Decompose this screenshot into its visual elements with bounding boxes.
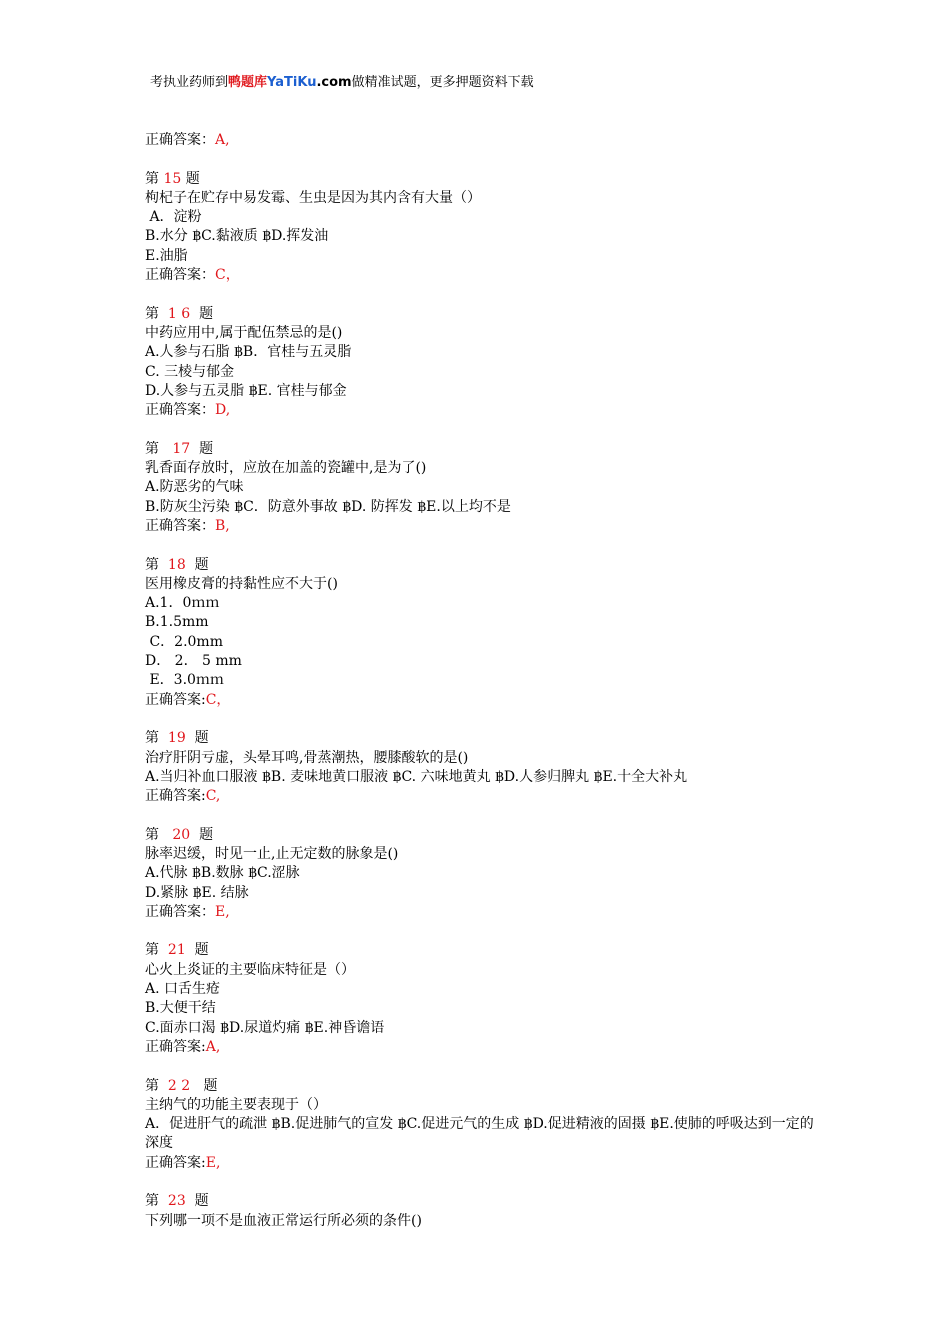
question-block (145, 170, 815, 286)
answer-line (145, 266, 815, 285)
question-block (145, 305, 815, 421)
answer-label: 正确答案: (145, 1038, 206, 1055)
page-header (150, 71, 534, 90)
question-heading (145, 305, 815, 324)
option-line: C．2.0mm (145, 633, 223, 650)
answer-value: C， (205, 691, 231, 708)
answer-line (145, 1038, 815, 1057)
question-heading (145, 440, 815, 459)
question-number: 23 (167, 1193, 186, 1210)
question-heading-prefix: 第 (145, 440, 173, 457)
question-heading (145, 556, 815, 575)
question-number: 17 (172, 440, 191, 457)
option-line: D.紧脉 ฿E. 结脉 (145, 884, 249, 901)
question-stem: 中药应用中,属于配伍禁忌的是() (145, 324, 343, 341)
question-heading-suffix: 题 (190, 440, 214, 457)
answer-value: D, (215, 402, 231, 419)
question-number: 15 (163, 170, 182, 187)
option-line: D． 2． 5 mm (145, 653, 242, 670)
question-block (145, 729, 815, 806)
question-heading-prefix: 第 (145, 170, 164, 187)
answer-line (145, 691, 815, 710)
question-number: 18 (167, 556, 186, 573)
option-line: B.1.5mm (145, 614, 209, 631)
question-heading-suffix: 题 (190, 305, 214, 322)
option-line: B.防灰尘污染 ฿C．防意外事故 ฿D. 防挥发 ฿E.以上均不是 (145, 498, 511, 515)
answer-label: 正确答案： (145, 132, 215, 148)
header-tail: 做精准试题，更多押题资料下载 (351, 75, 534, 90)
option-line: A．淀粉 (145, 209, 202, 226)
answer-value: E, (215, 903, 230, 920)
question-block (145, 826, 815, 922)
header-prefix: 考执业药师到 (150, 75, 229, 90)
answer-label: 正确答案: (145, 1154, 206, 1171)
answer-label: 正确答案： (145, 517, 215, 534)
question-heading-prefix: 第 (145, 730, 168, 747)
option-line: A.人参与石脂 ฿B．官桂与五灵脂 (145, 344, 352, 361)
question-number: 20 (172, 826, 191, 843)
question-list (145, 131, 815, 1231)
answer-line (145, 517, 815, 536)
option-line: E．3.0ｍｍ (145, 672, 224, 689)
option-line: A.防恶劣的气味 (145, 479, 244, 496)
option-line: C.面赤口渴 ฿D.尿道灼痛 ฿E.神昏谵语 (145, 1019, 385, 1036)
option-line: A.代脉 ฿B.数脉 ฿C.涩脉 (145, 865, 300, 882)
brand-cn: 鸭题库 (228, 75, 268, 90)
question-stem: 乳香面存放时，应放在加盖的瓷罐中,是为了() (145, 460, 427, 477)
question-stem: 枸杞子在贮存中易发霉、生虫是因为其内含有大量（） (145, 189, 481, 206)
answer-value: E, (205, 1154, 221, 1171)
question-heading (145, 1192, 815, 1211)
question-stem: 主纳气的功能主要表现于（） (145, 1096, 327, 1113)
questions-container (145, 170, 815, 1231)
option-line: B.大便干结 (145, 1000, 216, 1017)
question-block (145, 1077, 815, 1173)
question-heading-suffix: 题 (190, 826, 214, 843)
option-line: A.1．0ｍｍ (145, 595, 220, 612)
option-line: A.当归补血口服液 ฿B. 麦味地黄口服液 ฿C. 六味地黄丸 ฿D.人参归脾丸 ฿E.十全大补丸 (145, 768, 688, 785)
question-heading-suffix: 题 (185, 1193, 209, 1210)
question-heading (145, 1077, 815, 1096)
answer-label: 正确答案： (145, 267, 215, 284)
question-heading-prefix: 第 (145, 1077, 168, 1094)
option-line: B.水分 ฿C.黏液质 ฿D.挥发油 (145, 228, 329, 245)
question-block (145, 1192, 815, 1231)
answer-label: 正确答案: (145, 691, 206, 708)
question-heading-prefix: 第 (145, 942, 168, 959)
question-heading-prefix: 第 (145, 1193, 168, 1210)
question-stem: 医用橡皮膏的持黏性应不大于() (145, 575, 338, 592)
question-heading-suffix: 题 (185, 942, 209, 959)
answer-line (145, 787, 815, 806)
answer-label: 正确答案： (145, 903, 215, 920)
answer-value: B, (215, 517, 230, 534)
question-number: 21 (167, 942, 186, 959)
question-stem: 下列哪一项不是血液正常运行所必须的条件() (145, 1212, 422, 1229)
question-heading-suffix: 题 (190, 1077, 218, 1094)
option-line: C. 三棱与郁金 (145, 363, 235, 380)
answer-line (145, 903, 815, 922)
option-line: A．促进肝气的疏泄 ฿B.促进肺气的宣发 ฿C.促进元气的生成 ฿D.促进精液的固摄 ฿E.使肺的呼吸达到一定的深度 (145, 1116, 814, 1152)
question-heading-suffix: 题 (185, 730, 209, 747)
answer-label: 正确答案: (145, 788, 206, 805)
question-heading (145, 729, 815, 748)
answer-label: 正确答案： (145, 402, 215, 419)
question-block (145, 556, 815, 710)
question-block (145, 941, 815, 1057)
answer-value: C, (205, 788, 221, 805)
answer-line (145, 1154, 815, 1173)
brand-suffix: .com (316, 75, 352, 90)
question-stem: 治疗肝阴亏虚，头晕耳鸣,骨蒸潮热，腰膝酸软的是() (145, 749, 469, 766)
question-number: 19 (167, 730, 186, 747)
answer-value: A, (215, 132, 230, 148)
option-line: A. 口舌生疮 (145, 981, 221, 998)
answer-line (145, 401, 815, 420)
option-line: D.人参与五灵脂 ฿E. 官桂与郁金 (145, 382, 347, 399)
option-line: E.油脂 (145, 247, 188, 264)
question-stem: 心火上炎证的主要临床特征是（） (145, 961, 355, 978)
question-heading-suffix: 题 (181, 170, 200, 187)
question-heading-suffix: 题 (185, 556, 209, 573)
question-heading (145, 941, 815, 960)
answer-value: C， (215, 267, 240, 284)
question-heading-prefix: 第 (145, 556, 168, 573)
answer-value: A, (205, 1038, 221, 1055)
question-heading (145, 826, 815, 845)
question-heading-prefix: 第 (145, 826, 173, 843)
first-answer (145, 131, 815, 150)
question-stem: 脉率迟缓，时见一止,止无定数的脉象是() (145, 845, 399, 862)
brand-en: YaTiKu (267, 75, 317, 90)
question-heading-prefix: 第 (145, 305, 168, 322)
question-heading (145, 170, 815, 189)
question-number: 1 6 (167, 305, 191, 322)
question-block (145, 440, 815, 536)
question-number: 2 2 (167, 1077, 191, 1094)
